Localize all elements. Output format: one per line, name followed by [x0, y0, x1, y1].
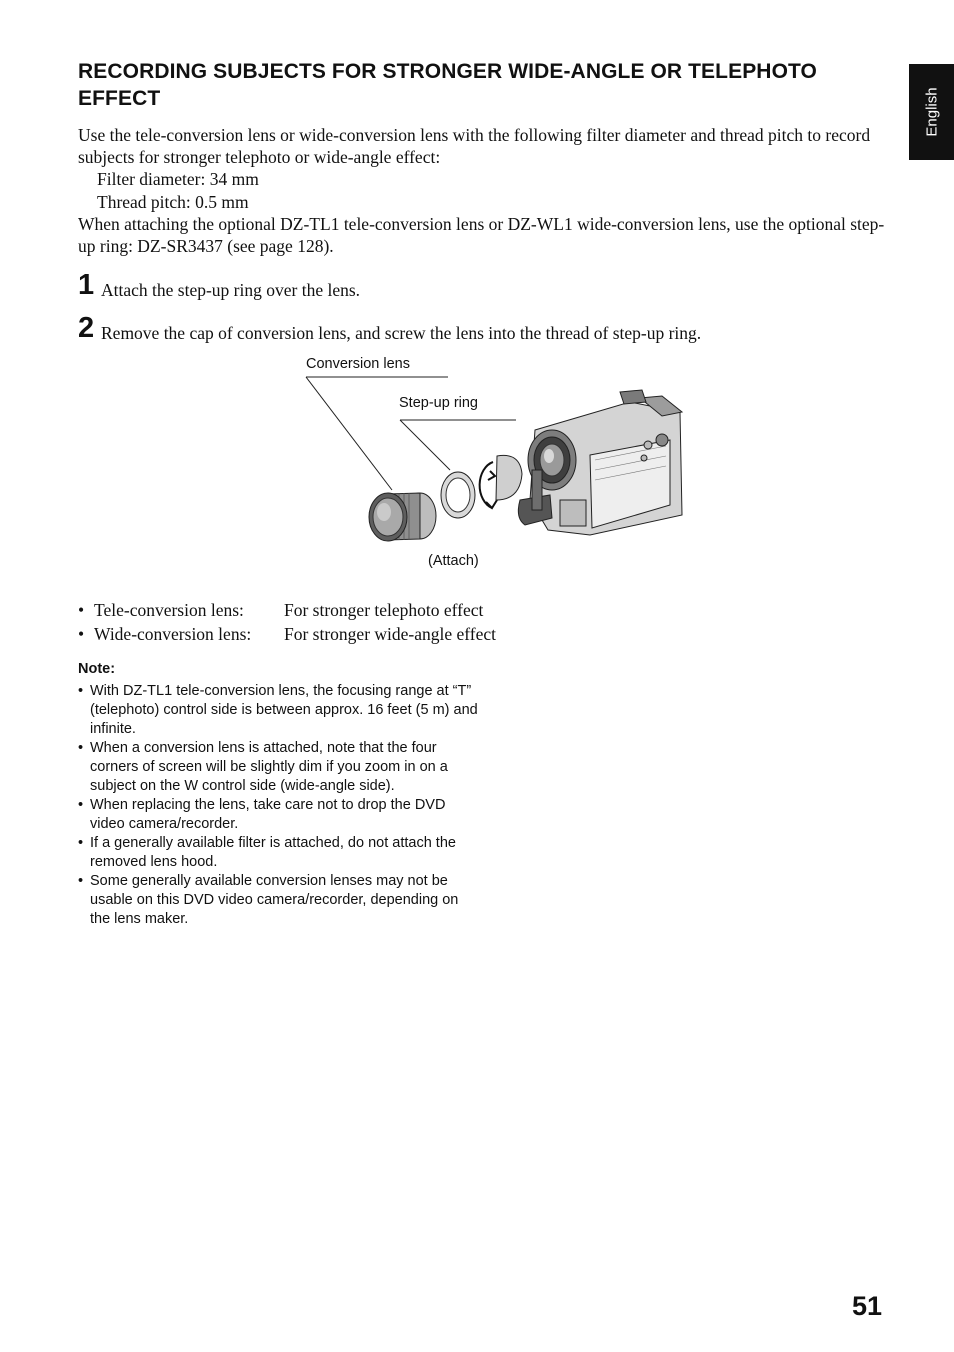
lens-effect: For stronger wide-angle effect — [284, 624, 497, 644]
note-list — [78, 682, 478, 929]
language-tab — [909, 64, 954, 160]
page-heading: RECORDING SUBJECTS FOR STRONGER WIDE-ANGLE OR TELEPHOTO EFFECT — [78, 60, 817, 110]
intro-paragraph: Use the tele-conversion lens or wide-conversion lens with the following filter diameter and thread pitch to record subjects for stronger telephoto or wide-angle effect: — [78, 125, 871, 167]
note-item: • When a conversion lens is attached, note that the four corners of screen will be slightly dim if you zoom in on a subject on the W control side (wide-angle side). — [78, 739, 478, 796]
bullet: • — [78, 624, 85, 644]
conversion-lens-label: Conversion lens — [306, 356, 410, 372]
step-1-number: 1 — [78, 269, 95, 301]
step-2-text: Remove the cap of conversion lens, and screw the lens into the thread of step-up ring. — [101, 323, 702, 343]
step-2-number: 2 — [78, 312, 95, 344]
conversion-lens-icon — [369, 493, 436, 541]
filter-diameter-line: Filter diameter: 34 mm — [97, 169, 259, 189]
rotate-arrow-icon — [480, 462, 497, 508]
thread-pitch-line: Thread pitch: 0.5 mm — [97, 192, 249, 212]
page-number: 51 — [852, 1291, 883, 1321]
camcorder-icon — [496, 390, 682, 535]
lens-attachment-illustration — [290, 350, 710, 580]
note-item: • When replacing the lens, take care not to drop the DVD video camera/recorder. — [78, 796, 478, 834]
step-up-ring-label: Step-up ring — [399, 395, 478, 411]
step-1-text: Attach the step-up ring over the lens. — [101, 280, 361, 300]
lens-type: Tele-conversion lens: — [94, 600, 244, 620]
language-tab-label: English — [923, 87, 940, 137]
step-up-ring-icon — [441, 472, 475, 518]
note-item: • With DZ-TL1 tele-conversion lens, the focusing range at “T” (telephoto) control side is between approx. 16 feet (5 m) and infinite. — [78, 682, 478, 739]
attach-label: (Attach) — [428, 553, 479, 569]
optional-ring-paragraph: When attaching the optional DZ-TL1 tele-conversion lens or DZ-WL1 wide-conversion lens, use the optional step-up ring: DZ-SR3437 (see page 128). — [78, 214, 885, 256]
lens-effect: For stronger telephoto effect — [284, 600, 484, 620]
note-item: • If a generally available filter is attached, do not attach the removed lens hood. — [78, 834, 478, 872]
note-item: • Some generally available conversion lenses may not be usable on this DVD video camera/recorder, depending on the lens maker. — [78, 872, 478, 929]
note-title: Note: — [78, 661, 116, 677]
lens-type: Wide-conversion lens: — [94, 624, 252, 644]
bullet: • — [78, 600, 85, 620]
camera-illustration — [290, 350, 710, 580]
